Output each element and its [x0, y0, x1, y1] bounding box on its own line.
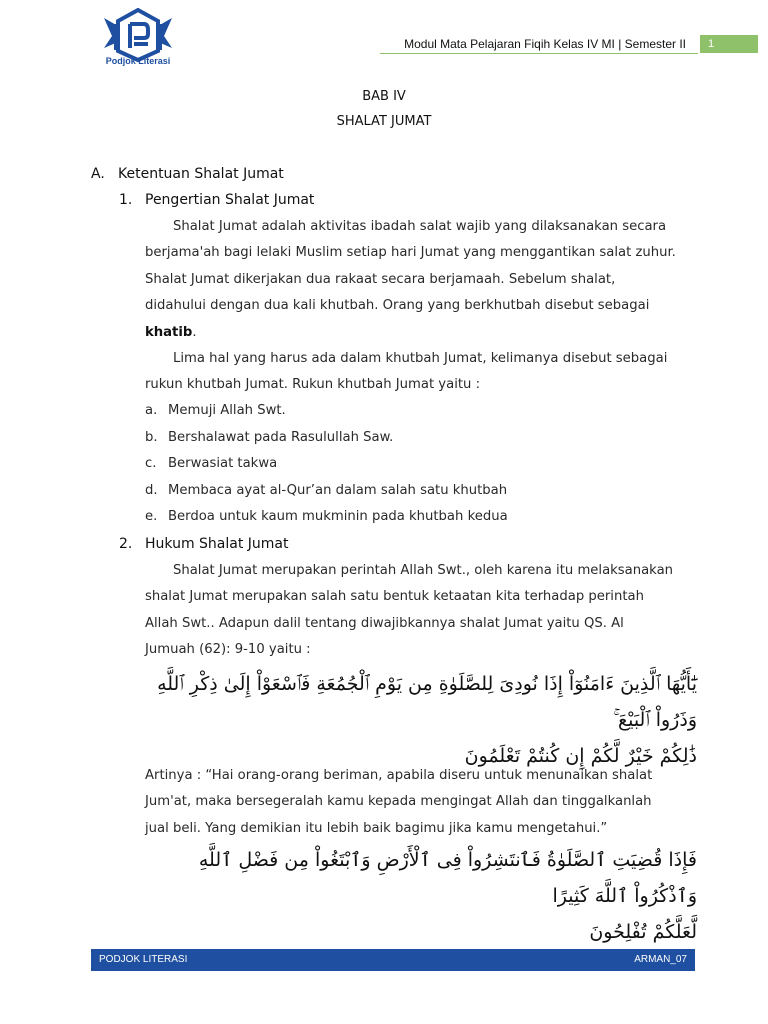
subsection-title: Pengertian Shalat Jumat — [145, 192, 315, 208]
list-item: b. Bershalawat pada Rasulullah Saw. — [145, 429, 394, 445]
arabic-line: ذَٰلِكُمْ خَيْرٌ لَّكُمْ إِن كُنتُمْ تَعْلَمُونَ — [464, 745, 697, 767]
paragraph-line: Allah Swt.. Adapun dalil tentang diwajibkannya shalat Jumat yaitu QS. Al — [145, 615, 624, 631]
arabic-line: يَٰٓأَيُّهَا ٱلَّذِينَ ءَامَنُوٓاْ إِذَا نُودِىَ لِلصَّلَوٰةِ مِن يَوْمِ ٱلْجُمُعَةِ فَٱسْعَوْاْ إِلَىٰ ذِكْرِ ٱللَّهِ وَذَرُواْ ٱلْبَيْعَ ۚ — [157, 673, 697, 731]
footer-left-text: PODJOK LITERASI — [99, 954, 188, 965]
paragraph-line: Shalat Jumat adalah aktivitas ibadah salat wajib yang dilaksanakan secara — [173, 219, 667, 234]
list-item: d. Membaca ayat al-Qur’an dalam salah satu khutbah — [145, 482, 508, 498]
paragraph-line: jual beli. Yang demikian itu lebih baik bagimu jika kamu mengetahui.” — [145, 820, 608, 836]
khatib-term: khatib — [145, 324, 193, 340]
paragraph-line: Jumuah (62): 9-10 yaitu : — [145, 642, 311, 658]
section-title: Ketentuan Shalat Jumat — [118, 166, 284, 182]
quran-verse-9 — [145, 666, 697, 774]
quran-verse-10 — [145, 842, 697, 950]
hukum-paragraph — [145, 558, 705, 664]
paragraph-line: Artinya : “Hai orang-orang beriman, apabila diseru untuk menunaikan shalat — [145, 768, 653, 783]
definition-paragraph — [145, 214, 705, 399]
list-item: a. Memuji Allah Swt. — [145, 403, 286, 418]
section-marker: A. — [91, 166, 105, 182]
subsection-heading — [119, 536, 289, 552]
chapter-title: SHALAT JUMAT — [336, 114, 432, 129]
paragraph-line: berjama'ah bagi lelaki Muslim setiap hari Jumat yang menggantikan salat zuhur. — [145, 245, 676, 261]
paragraph-line: rukun khutbah Jumat. Rukun khutbah Jumat yaitu : — [145, 377, 481, 393]
subsection-title: Hukum Shalat Jumat — [145, 536, 289, 552]
header-divider — [380, 53, 698, 54]
list-item: e. Berdoa untuk kaum mukminin pada khutbah kedua — [145, 509, 508, 525]
logo-text: Podjok Literasi — [105, 56, 171, 66]
footer-right-text: ARMAN_07 — [634, 954, 687, 965]
paragraph-line: Shalat Jumat dikerjakan dua rakaat secara berjamaah. Sebelum shalat, — [145, 271, 616, 287]
page-footer — [91, 949, 695, 971]
paragraph-line: Jum'at, maka bersegeralah kamu kepada mengingat Allah dan tinggalkanlah — [145, 794, 652, 810]
paragraph-line: Shalat Jumat merupakan perintah Allah Swt., oleh karena itu melaksanakan — [173, 563, 674, 578]
paragraph-line: Lima hal yang harus ada dalam khutbah Jumat, kelimanya disebut sebagai — [173, 351, 668, 367]
subsection-marker: 1. — [119, 192, 133, 208]
arabic-line: لَّعَلَّكُمْ تُفْلِحُونَ — [589, 921, 697, 943]
paragraph-line: didahului dengan dua kali khutbah. Orang yang berkhutbah disebut sebagai — [145, 298, 650, 314]
document-header-title: Modul Mata Pelajaran Fiqih Kelas IV MI | Semester II — [404, 37, 686, 51]
chapter-number: BAB IV — [362, 89, 406, 104]
arabic-line: فَإِذَا قُضِيَتِ ٱلصَّلَوٰةُ فَٱنتَشِرُواْ فِى ٱلْأَرْضِ وَٱبْتَغُواْ مِن فَضْلِ ٱللَّهِ وَٱذْكُرُواْ ٱللَّهَ كَثِيرًا — [198, 849, 697, 907]
podjok-literasi-logo — [100, 8, 176, 78]
list-item: c. Berwasiat takwa — [145, 456, 278, 472]
page-number-badge: 1 — [700, 35, 758, 53]
paragraph-line: khatib. — [145, 324, 197, 340]
translation-paragraph — [145, 763, 705, 842]
paragraph-line: shalat Jumat merupakan salah satu bentuk ketaatan kita terhadap perintah — [145, 589, 644, 605]
subsection-marker: 2. — [119, 536, 133, 552]
subsection-heading — [119, 192, 314, 208]
section-heading — [91, 166, 284, 182]
rukun-khutbah-list — [145, 398, 705, 531]
